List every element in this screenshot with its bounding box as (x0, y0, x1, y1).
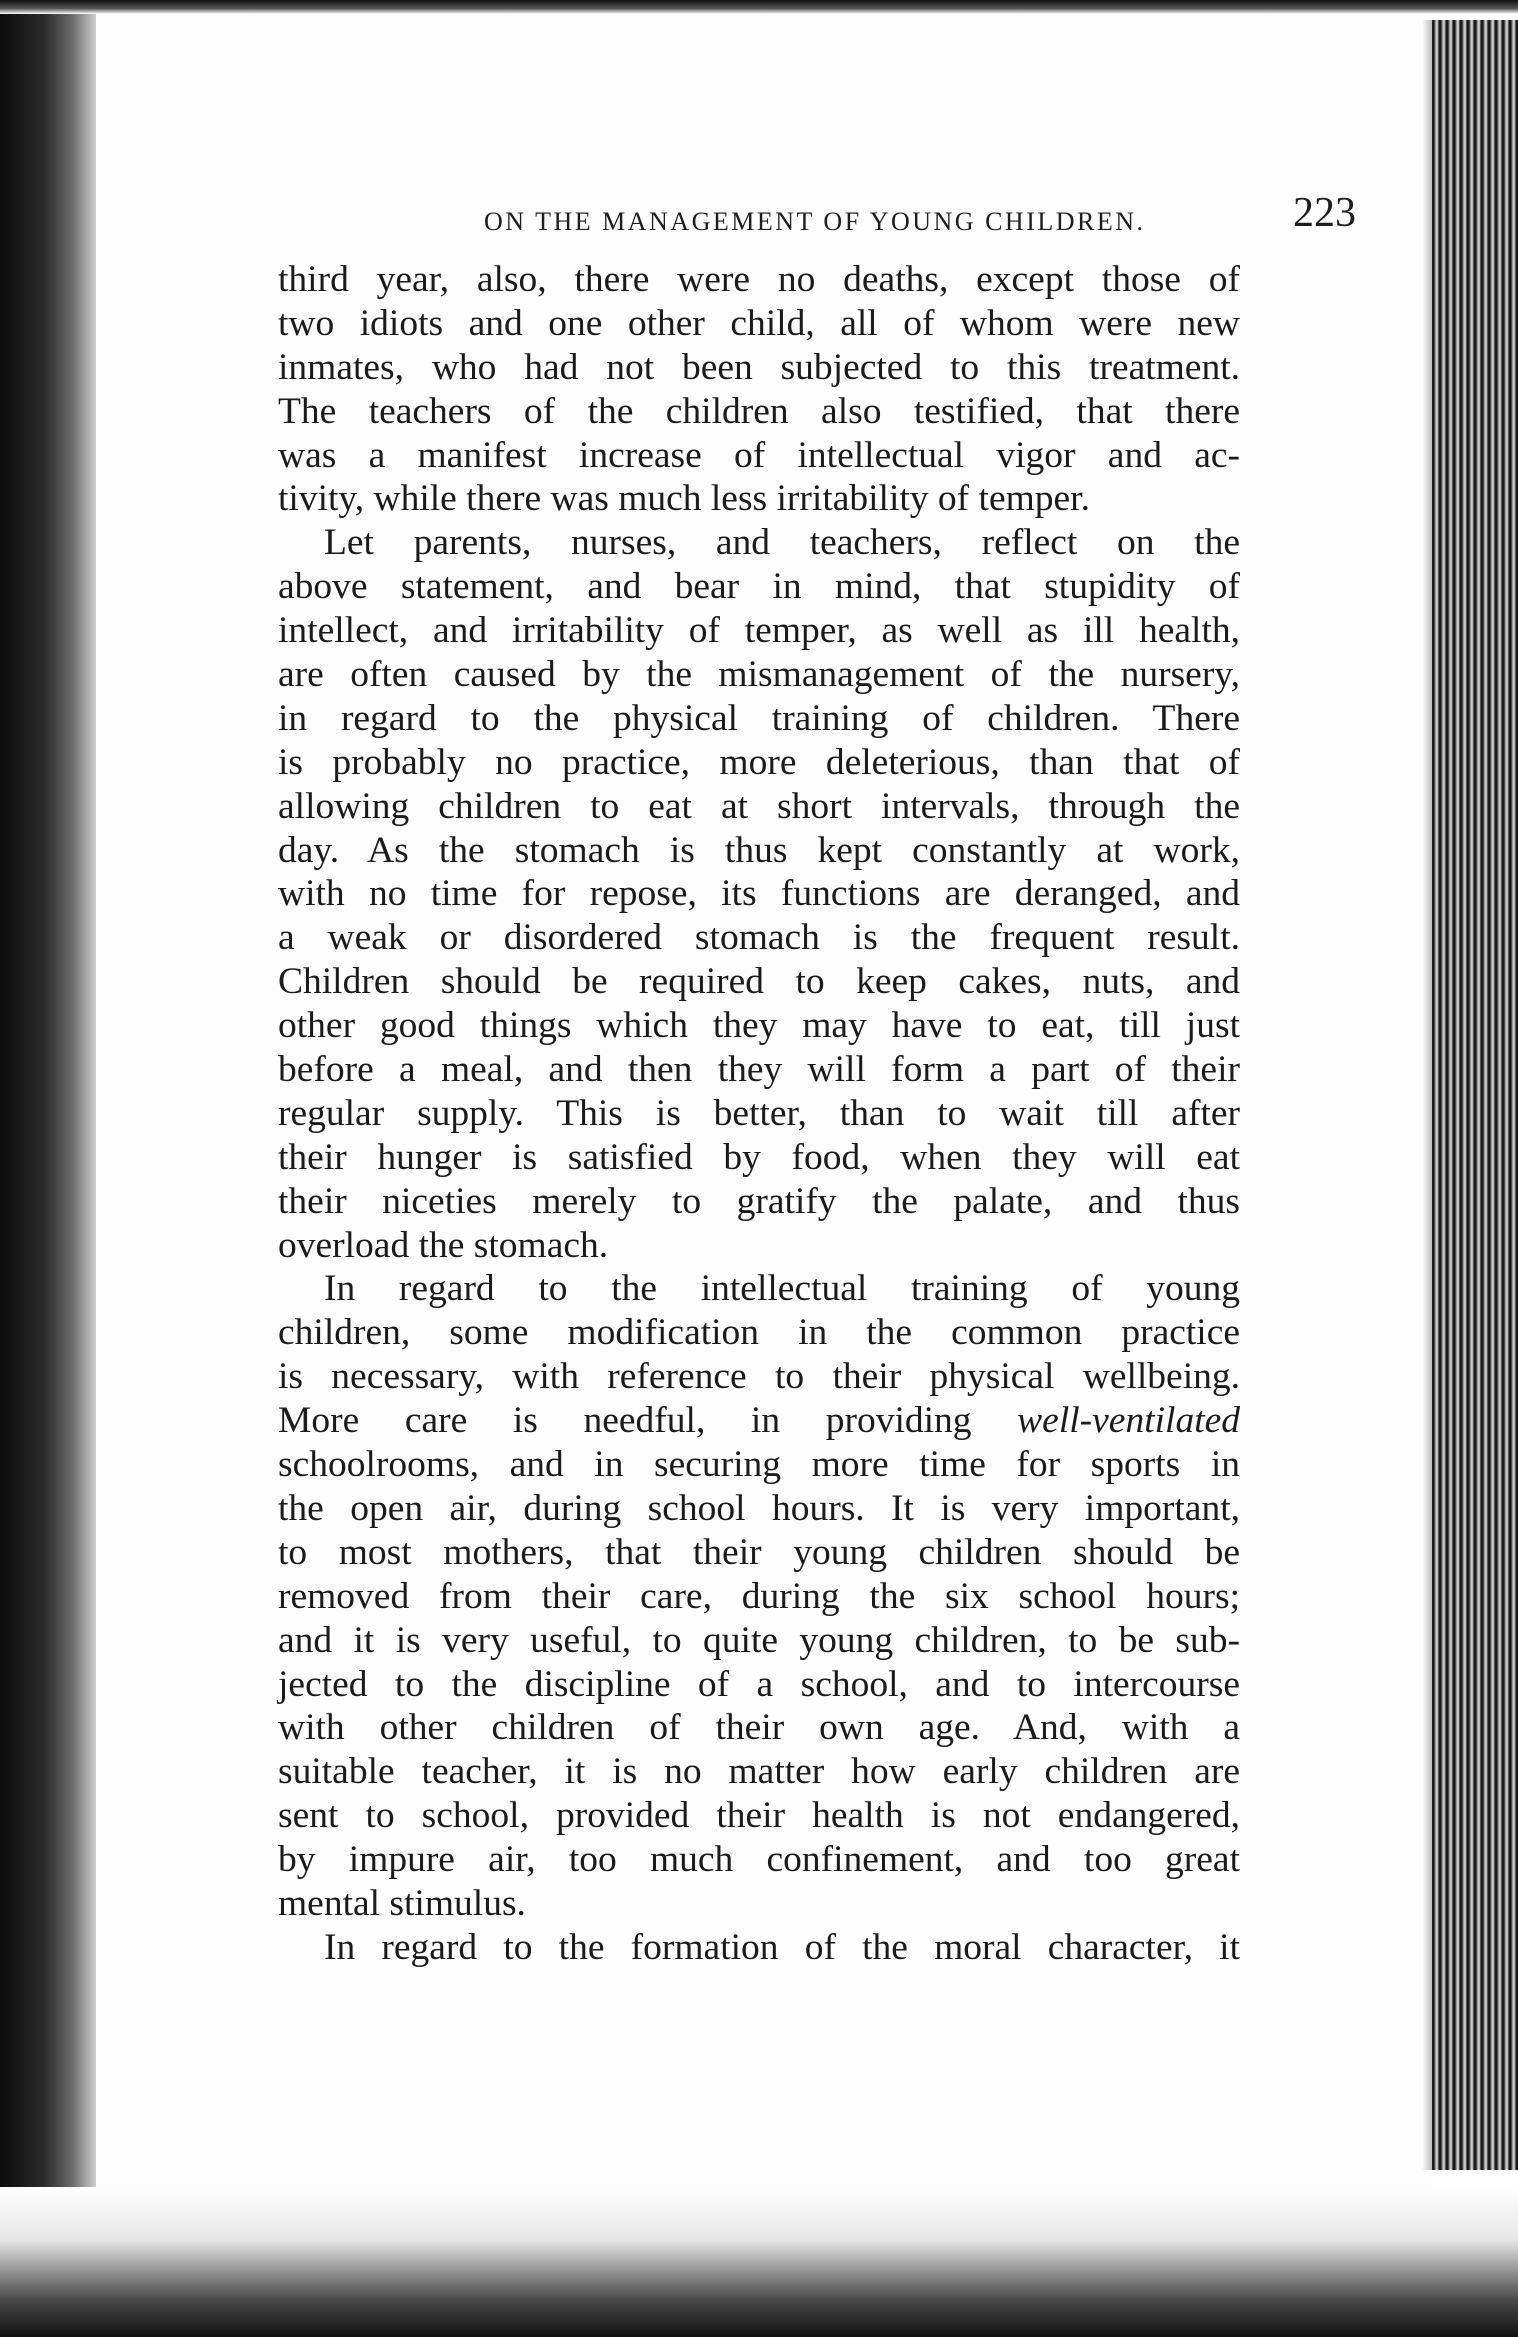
text-line: is probably no practice, more deleterious, than that of (278, 741, 1240, 783)
text-line: by impure air, too much confinement, and too great (278, 1839, 1240, 1881)
text-segment: More care is needful, in providing (278, 1400, 972, 1442)
text-line: regular supply. This is better, than to wait till after (278, 1092, 1240, 1134)
text-line: tivity, while there was much less irritability of temper. (278, 478, 1090, 520)
text-line: day. As the stomach is thus kept constantly at work, (278, 829, 1240, 871)
text-line: two idiots and one other child, all of whom were new (278, 302, 1240, 344)
running-head: ON THE MANAGEMENT OF YOUNG CHILDREN. (484, 207, 1146, 236)
text-line: are often caused by the mismanagement of the nursery, (278, 654, 1240, 696)
text-line: mental stimulus. (278, 1882, 526, 1924)
text-line: before a meal, and then they will form a part of their (278, 1049, 1240, 1091)
book-spine-shadow (0, 0, 96, 2337)
text-line: jected to the discipline of a school, and to intercourse (278, 1663, 1240, 1705)
text-line: children, some modification in the common practice (278, 1312, 1240, 1354)
text-line: In regard to the intellectual training of young (324, 1268, 1240, 1310)
text-line: overload the stomach. (278, 1224, 609, 1266)
text-line: with no time for repose, its functions are deranged, and (278, 873, 1240, 915)
text-line: The teachers of the children also testified, that there (278, 390, 1240, 432)
text-line: removed from their care, during the six school hours; (278, 1575, 1240, 1617)
top-edge-shadow (0, 0, 1518, 14)
text-line: intellect, and irritability of temper, as well as ill health, (278, 610, 1240, 652)
page-header (396, 189, 1356, 249)
text-line: In regard to the formation of the moral character, it (324, 1926, 1240, 1968)
page-fold-shadow (1422, 20, 1432, 2170)
text-line: was a manifest increase of intellectual vigor and ac- (278, 434, 1240, 476)
text-line: is necessary, with reference to their physical wellbeing. (278, 1356, 1240, 1398)
text-line: allowing children to eat at short intervals, through the (278, 785, 1240, 827)
text-line: in regard to the physical training of children. There (278, 697, 1240, 739)
text-line: suitable teacher, it is no matter how early children are (278, 1751, 1240, 1793)
text-line: other good things which they may have to eat, till just (278, 1005, 1240, 1047)
text-line: a weak or disordered stomach is the frequent result. (278, 917, 1240, 959)
text-line: the open air, during school hours. It is very important, (278, 1487, 1240, 1529)
body-text (278, 258, 1240, 1970)
text-line: Let parents, nurses, and teachers, reflect on the (324, 522, 1240, 564)
text-line: third year, also, there were no deaths, except those of (278, 259, 1240, 300)
text-line: to most mothers, that their young children should be (278, 1531, 1240, 1573)
text-line: above statement, and bear in mind, that stupidity of (278, 566, 1240, 608)
text-line: schoolrooms, and in securing more time for sports in (278, 1444, 1240, 1486)
italic-term: well-ventilated (1017, 1400, 1241, 1442)
text-line: with other children of their own age. And, with a (278, 1707, 1240, 1749)
page-stack-edges (1432, 20, 1518, 2170)
text-line: inmates, who had not been subjected to this treatment. (278, 346, 1240, 388)
text-line: their niceties merely to gratify the palate, and thus (278, 1180, 1240, 1222)
text-line: Children should be required to keep cakes, nuts, and (278, 961, 1240, 1003)
bottom-edge-shadow (0, 2187, 1518, 2337)
text-line: and it is very useful, to quite young children, to be sub- (278, 1619, 1240, 1661)
page-number: 223 (1293, 190, 1356, 236)
text-line: their hunger is satisfied by food, when they will eat (278, 1136, 1240, 1178)
text-line: sent to school, provided their health is not endangered, (278, 1795, 1240, 1837)
text-line-with-italic (278, 1399, 1240, 1443)
